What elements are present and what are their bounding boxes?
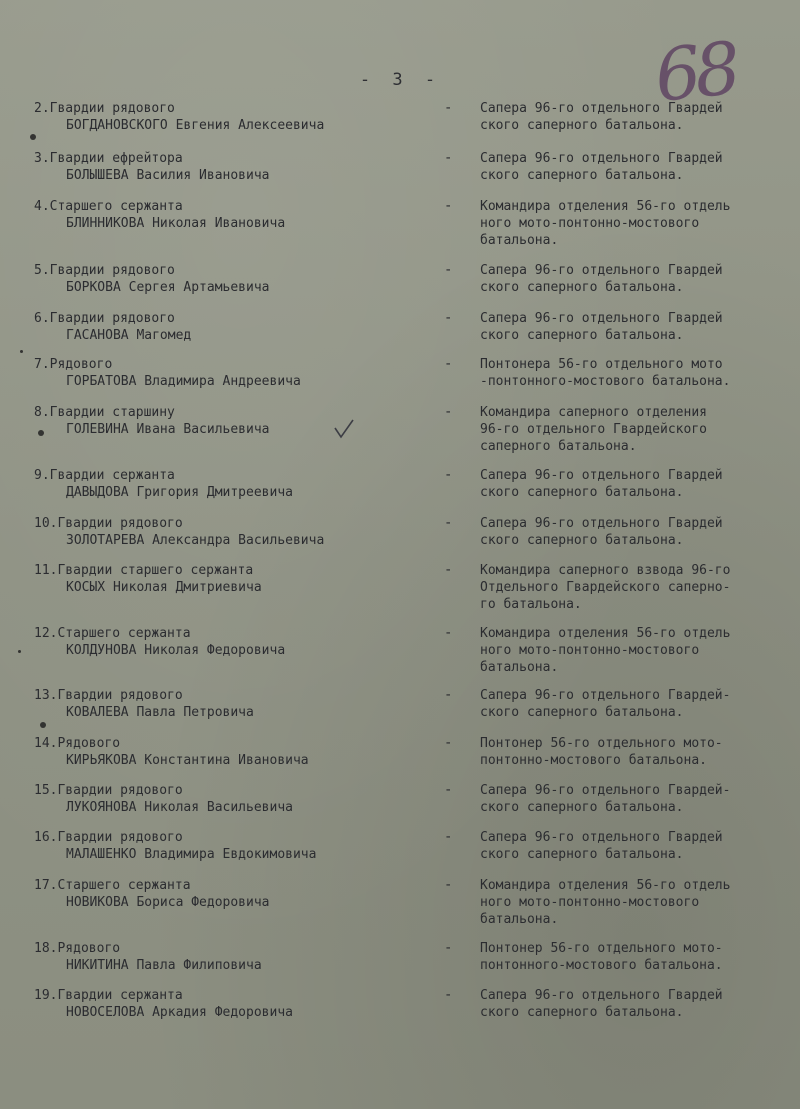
- ink-speck: [30, 134, 36, 140]
- entry-position-line: ского саперного батальона.: [480, 118, 684, 133]
- entry-dash: -: [444, 877, 453, 893]
- entry-position-line: ского саперного батальона.: [480, 280, 684, 295]
- entry-position: [480, 262, 790, 296]
- entry-dash: -: [444, 356, 453, 372]
- entry-dash: -: [444, 735, 453, 751]
- entry-number-rank: 17.Старшего сержанта: [34, 878, 191, 893]
- entry-number-rank: 10.Гвардии рядового: [34, 516, 183, 531]
- entry-position: [480, 198, 790, 249]
- entry-number-rank: 2.Гвардии рядового: [34, 101, 175, 116]
- entry-name: ГОРБАТОВА Владимира Андреевича: [66, 374, 301, 389]
- entry-position: [480, 467, 790, 501]
- archive-handwritten-number: 68: [650, 26, 739, 118]
- entry-dash: -: [444, 198, 453, 214]
- entry-dash: -: [444, 987, 453, 1003]
- entry-position-line: Сапера 96-го отдельного Гвардей: [480, 101, 723, 116]
- entry-position-line: Командира отделения 56-го отдель: [480, 199, 731, 214]
- entry-position: [480, 687, 790, 721]
- entry-position-line: ского саперного батальона.: [480, 1005, 684, 1020]
- entry-name: БОГДАНОВСКОГО Евгения Алексеевича: [66, 118, 325, 133]
- entry-position-line: батальона.: [480, 233, 559, 248]
- entry-number-rank: 9.Гвардии сержанта: [34, 468, 175, 483]
- entry-dash: -: [444, 262, 453, 278]
- entry-name: МАЛАШЕНКО Владимира Евдокимовича: [66, 847, 317, 862]
- entry-number-rank: 7.Рядового: [34, 357, 113, 372]
- entry-name: ЛУКОЯНОВА Николая Васильевича: [66, 800, 293, 815]
- ink-speck: [20, 350, 23, 353]
- entry-position: [480, 782, 790, 816]
- entry-position-line: понтонного-мостового батальона.: [480, 958, 723, 973]
- entry-position-line: Сапера 96-го отдельного Гвардей: [480, 468, 723, 483]
- ink-speck: [38, 430, 44, 436]
- entry-position: [480, 940, 790, 974]
- entry-name: БОЛЫШЕВА Василия Ивановича: [66, 168, 270, 183]
- entry-name: КОЛДУНОВА Николая Федоровича: [66, 643, 286, 658]
- entry-position-line: саперного батальона.: [480, 439, 637, 454]
- entry-position: [480, 100, 790, 134]
- entry-number-rank: 8.Гвардии старшину: [34, 405, 175, 420]
- entry-position: [480, 562, 790, 613]
- entry-name: КОВАЛЕВА Павла Петровича: [66, 705, 254, 720]
- entry-name: ДАВЫДОВА Григория Дмитреевича: [66, 485, 293, 500]
- entry-position-line: 96-го отдельного Гвардейского: [480, 422, 707, 437]
- entry-position-line: Командира отделения 56-го отдель: [480, 878, 731, 893]
- entry-number-rank: 5.Гвардии рядового: [34, 263, 175, 278]
- entry-position-line: ного мото-понтонно-мостового: [480, 643, 700, 658]
- entry-position-line: Сапера 96-го отдельного Гвардей-: [480, 783, 731, 798]
- entry-position-line: ского саперного батальона.: [480, 533, 684, 548]
- entry-position: [480, 877, 790, 928]
- entry-position: [480, 987, 790, 1021]
- entry-position-line: ского саперного батальона.: [480, 485, 684, 500]
- entry-position-line: ного мото-понтонно-мостового: [480, 895, 700, 910]
- entry-position-line: Понтонер 56-го отдельного мото-: [480, 736, 723, 751]
- entry-position: [480, 150, 790, 184]
- checkmark-icon: [333, 418, 355, 440]
- entry-position-line: Сапера 96-го отдельного Гвардей-: [480, 688, 731, 703]
- entry-dash: -: [444, 687, 453, 703]
- entry-name: БЛИННИКОВА Николая Ивановича: [66, 216, 286, 231]
- entry-number-rank: 14.Рядового: [34, 736, 121, 751]
- entry-number-rank: 3.Гвардии ефрейтора: [34, 151, 183, 166]
- entry-position-line: Сапера 96-го отдельного Гвардей: [480, 151, 723, 166]
- entry-position-line: ского саперного батальона.: [480, 328, 684, 343]
- entry-position-line: Сапера 96-го отдельного Гвардей: [480, 988, 723, 1003]
- entry-position: [480, 310, 790, 344]
- entry-name: БОРКОВА Сергея Артамьевича: [66, 280, 270, 295]
- entry-position-line: ского саперного батальона.: [480, 800, 684, 815]
- entry-dash: -: [444, 625, 453, 641]
- ink-speck: [18, 650, 21, 653]
- entry-name: ГОЛЕВИНА Ивана Васильевича: [66, 422, 270, 437]
- entry-dash: -: [444, 150, 453, 166]
- entry-name: ГАСАНОВА Магомед: [66, 328, 192, 343]
- entry-position-line: Сапера 96-го отдельного Гвардей: [480, 311, 723, 326]
- entry-name: НОВИКОВА Бориса Федоровича: [66, 895, 270, 910]
- entry-dash: -: [444, 782, 453, 798]
- entry-position-line: батальона.: [480, 912, 559, 927]
- ink-speck: [40, 722, 46, 728]
- entry-number-rank: 19.Гвардии сержанта: [34, 988, 183, 1003]
- entry-dash: -: [444, 829, 453, 845]
- entry-dash: -: [444, 467, 453, 483]
- entry-dash: -: [444, 940, 453, 956]
- entry-position-line: батальона.: [480, 660, 559, 675]
- entry-name: КОСЫХ Николая Дмитриевича: [66, 580, 262, 595]
- entry-position-line: Понтонера 56-го отдельного мото: [480, 357, 723, 372]
- entry-position-line: Понтонер 56-го отдельного мото-: [480, 941, 723, 956]
- entry-number-rank: 11.Гвардии старшего сержанта: [34, 563, 254, 578]
- entry-position-line: понтонно-мостового батальона.: [480, 753, 707, 768]
- entry-position-line: -понтонного-мостового батальона.: [480, 374, 731, 389]
- entry-name: ЗОЛОТАРЕВА Александра Васильевича: [66, 533, 325, 548]
- entry-number-rank: 12.Старшего сержанта: [34, 626, 191, 641]
- entry-number-rank: 16.Гвардии рядового: [34, 830, 183, 845]
- entry-position-line: Сапера 96-го отдельного Гвардей: [480, 516, 723, 531]
- entry-name: КИРЬЯКОВА Константина Ивановича: [66, 753, 309, 768]
- entry-position-line: ского саперного батальона.: [480, 705, 684, 720]
- entry-position-line: Командира отделения 56-го отдель: [480, 626, 731, 641]
- entry-position-line: Отдельного Гвардейского саперно-: [480, 580, 731, 595]
- entry-position: [480, 515, 790, 549]
- entry-position-line: Командира саперного отделения: [480, 405, 707, 420]
- entry-position: [480, 735, 790, 769]
- entry-dash: -: [444, 100, 453, 116]
- entry-dash: -: [444, 310, 453, 326]
- entry-dash: -: [444, 404, 453, 420]
- entry-position-line: ского саперного батальона.: [480, 847, 684, 862]
- entry-position-line: ного мото-понтонно-мостового: [480, 216, 700, 231]
- entry-position: [480, 404, 790, 455]
- entry-position: [480, 829, 790, 863]
- entry-number-rank: 18.Рядового: [34, 941, 121, 956]
- entry-number-rank: 4.Старшего сержанта: [34, 199, 183, 214]
- entry-number-rank: 15.Гвардии рядового: [34, 783, 183, 798]
- entry-position-line: Командира саперного взвода 96-го: [480, 563, 731, 578]
- entry-dash: -: [444, 562, 453, 578]
- entry-position: [480, 625, 790, 676]
- entry-position-line: Сапера 96-го отдельного Гвардей: [480, 263, 723, 278]
- entry-position: [480, 356, 790, 390]
- entry-name: НИКИТИНА Павла Филиповича: [66, 958, 262, 973]
- entry-number-rank: 6.Гвардии рядового: [34, 311, 175, 326]
- entry-number-rank: 13.Гвардии рядового: [34, 688, 183, 703]
- entry-dash: -: [444, 515, 453, 531]
- page-number: - 3 -: [359, 70, 442, 90]
- entry-position-line: Сапера 96-го отдельного Гвардей: [480, 830, 723, 845]
- entry-position-line: ского саперного батальона.: [480, 168, 684, 183]
- entry-name: НОВОСЕЛОВА Аркадия Федоровича: [66, 1005, 293, 1020]
- entry-position-line: го батальона.: [480, 597, 582, 612]
